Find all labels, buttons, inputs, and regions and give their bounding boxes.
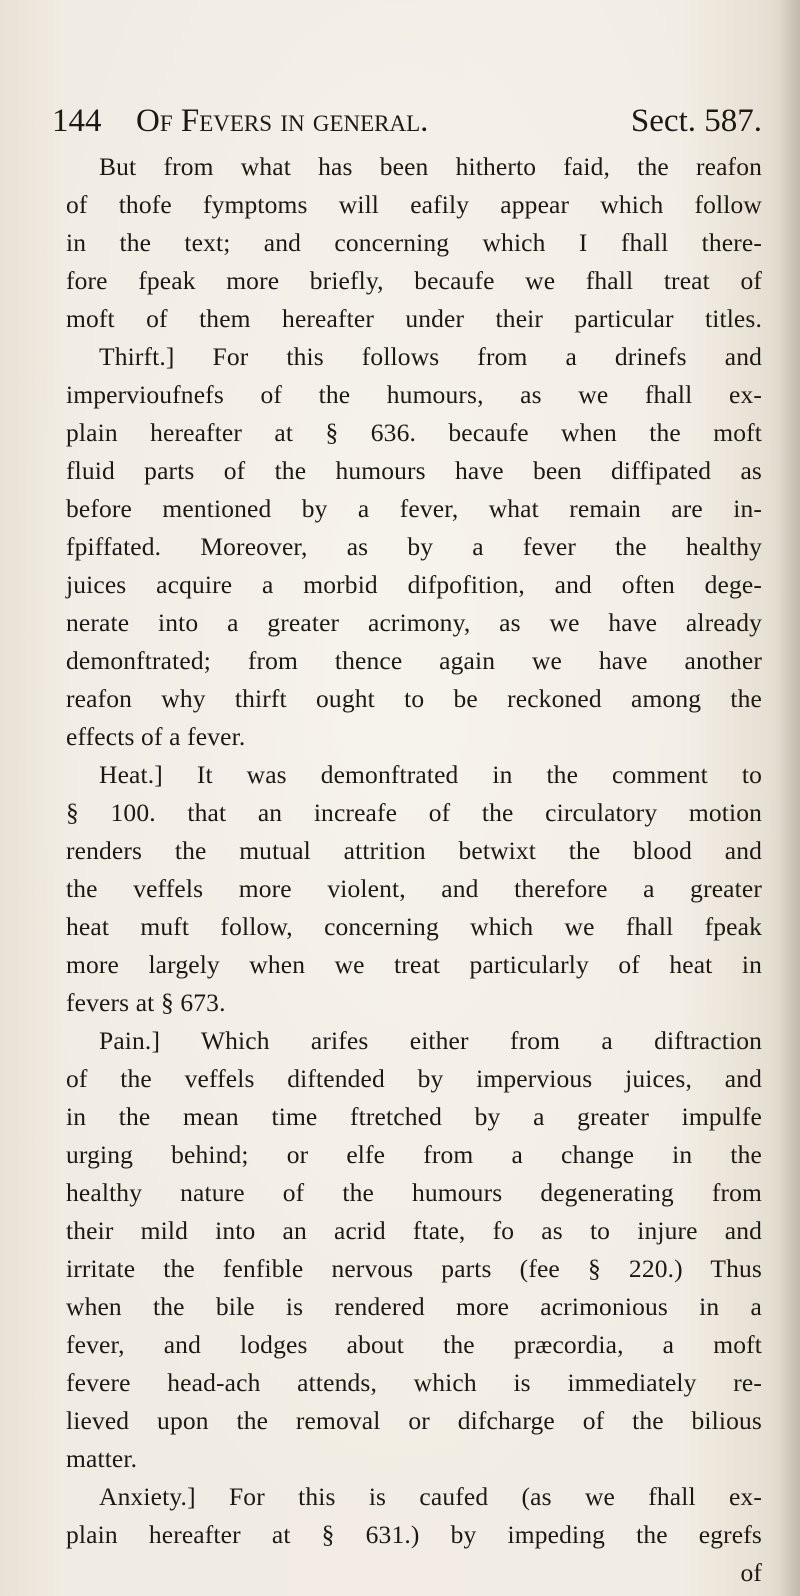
text-line: urging behind; or elfe from a change in the	[66, 1140, 762, 1169]
text-line: fluid parts of the humours have been diffipated as	[66, 456, 762, 485]
body-text	[66, 148, 762, 1592]
text-line: impervioufnefs of the humours, as we fhall ex-	[66, 380, 762, 409]
text-line: heat muft follow, concerning which we fhall fpeak	[66, 912, 762, 941]
section-number: Sect. 587.	[630, 103, 762, 139]
text-line: their mild into an acrid ftate, fo as to injure and	[66, 1216, 762, 1245]
text-line: Heat.] It was demonftrated in the comment to	[99, 760, 762, 789]
text-line: fevers at § 673.	[66, 988, 226, 1017]
text-line: matter.	[66, 1444, 138, 1473]
text-line: § 100. that an increafe of the circulatory motion	[66, 798, 762, 827]
text-line: moft of them hereafter under their particular titles.	[66, 304, 762, 333]
text-line: more largely when we treat particularly of heat in	[66, 950, 762, 979]
text-line: lieved upon the removal or difcharge of the bilious	[66, 1406, 762, 1435]
text-line: of the veffels diftended by impervious juices, and	[66, 1064, 762, 1093]
running-header	[52, 98, 762, 144]
text-line: demonftrated; from thence again we have another	[66, 646, 762, 675]
text-line: of thofe fymptoms will eafily appear which follow	[66, 190, 762, 219]
text-line: in the text; and concerning which I fhall there-	[66, 228, 762, 257]
text-line: plain hereafter at § 631.) by impeding the egrefs	[66, 1520, 762, 1549]
page-edge-shadow	[778, 0, 800, 1596]
text-line: But from what has been hitherto faid, the reafon	[99, 152, 762, 181]
text-line: effects of a fever.	[66, 722, 246, 751]
text-line: Thirft.] For this follows from a drinefs and	[99, 342, 762, 371]
text-line: nerate into a greater acrimony, as we have already	[66, 608, 762, 637]
text-line: fore fpeak more briefly, becaufe we fhall treat of	[66, 266, 762, 295]
text-line: juices acquire a morbid difpofition, and often dege-	[66, 570, 762, 599]
text-line: renders the mutual attrition betwixt the blood and	[66, 836, 762, 865]
running-title: Of Fevers in general.	[136, 103, 429, 139]
text-line: the veffels more violent, and therefore a greater	[66, 874, 762, 903]
text-line: fevere head-ach attends, which is immediately re-	[66, 1368, 762, 1397]
text-line: fpiffated. Moreover, as by a fever the healthy	[66, 532, 762, 561]
text-line: healthy nature of the humours degenerating from	[66, 1178, 762, 1207]
text-line: when the bile is rendered more acrimonious in a	[66, 1292, 762, 1321]
catchword: of	[740, 1558, 762, 1587]
text-line: fever, and lodges about the præcordia, a moft	[66, 1330, 762, 1359]
text-line: Anxiety.] For this is caufed (as we fhall ex-	[99, 1482, 762, 1511]
text-line: before mentioned by a fever, what remain are in-	[66, 494, 762, 523]
text-line: irritate the fenfible nervous parts (fee § 220.) Thus	[66, 1254, 762, 1283]
text-line: in the mean time ftretched by a greater impulfe	[66, 1102, 762, 1131]
text-line: reafon why thirft ought to be reckoned among the	[66, 684, 762, 713]
text-line: Pain.] Which arifes either from a diftraction	[99, 1026, 762, 1055]
page-number: 144	[52, 103, 102, 139]
text-line: plain hereafter at § 636. becaufe when the moft	[66, 418, 762, 447]
